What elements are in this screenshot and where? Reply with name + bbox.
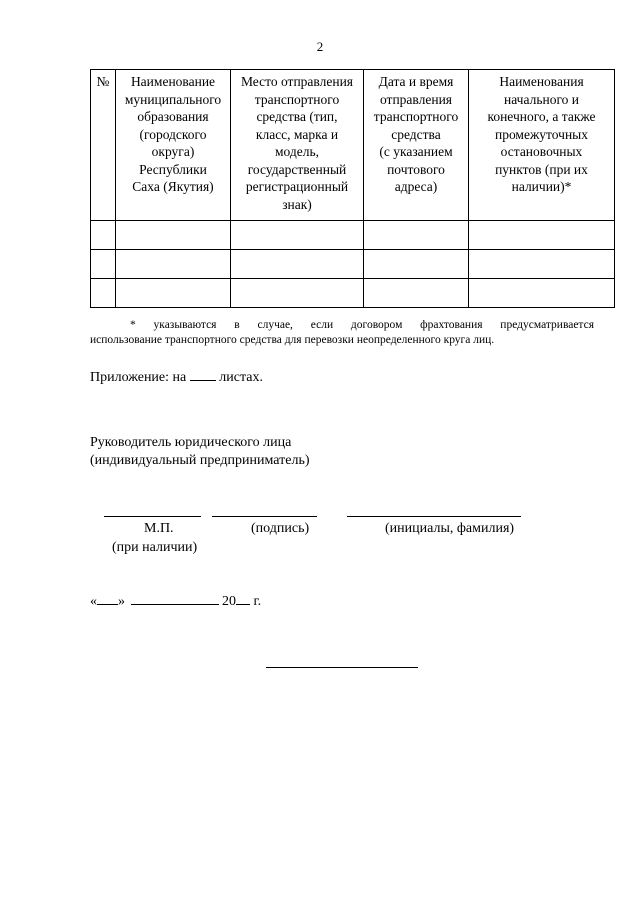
head-title bbox=[90, 434, 310, 470]
table-header-text: почтового bbox=[387, 161, 445, 177]
table-header-text: модель, bbox=[274, 144, 320, 159]
table-cell[interactable] bbox=[231, 279, 364, 308]
table-row bbox=[91, 221, 615, 250]
table-header-cell bbox=[116, 70, 231, 221]
page-number: 2 bbox=[316, 39, 324, 54]
table-header-text: транспортного bbox=[373, 109, 459, 124]
table-header-text: муниципального bbox=[124, 91, 222, 107]
table-cell[interactable] bbox=[231, 221, 364, 250]
table-header-cell bbox=[91, 70, 116, 221]
table-header-text: Дата и время bbox=[378, 74, 454, 89]
table-header-text: (городского bbox=[139, 126, 207, 142]
name-label: (инициалы, фамилия) bbox=[385, 521, 515, 536]
table-row bbox=[91, 250, 615, 279]
attachment-suffix: листах. bbox=[219, 370, 263, 385]
table-cell[interactable] bbox=[364, 250, 469, 279]
table-header-text: адреса) bbox=[394, 179, 438, 194]
stamp-note: (при наличии) bbox=[112, 540, 198, 555]
signature-line[interactable] bbox=[212, 516, 317, 517]
year-suffix: г. bbox=[253, 594, 262, 609]
date-open-quote: « bbox=[90, 594, 97, 609]
table-cell[interactable] bbox=[364, 221, 469, 250]
table-header-text: регистрационный bbox=[245, 179, 349, 194]
table-header-text: остановочных bbox=[500, 144, 583, 159]
table-header-text: средства bbox=[391, 126, 441, 142]
table-header-text: образования bbox=[137, 109, 209, 124]
month-blank[interactable] bbox=[131, 592, 219, 605]
table-header-row bbox=[91, 70, 615, 221]
table-header-text: округа) bbox=[151, 144, 195, 159]
table-header-cell bbox=[231, 70, 364, 221]
footnote-line-2: использование транспортного средства для перевозки неопределенного круга лиц. bbox=[90, 334, 495, 346]
footnote-line-1: * указываются в случае, если договором фрахтования предусматривается bbox=[130, 319, 594, 331]
transport-form-table bbox=[90, 69, 615, 308]
table-header-text: государственный bbox=[247, 161, 347, 177]
table-header-text: пунктов (при их bbox=[495, 161, 588, 177]
attachment-prefix: Приложение: на bbox=[90, 370, 187, 385]
date-close-quote: » bbox=[118, 594, 125, 609]
year-blank[interactable] bbox=[236, 592, 250, 605]
table-header-text: промежуточных bbox=[494, 126, 589, 142]
table-header-text: отправления bbox=[379, 91, 453, 107]
signature-label: (подпись) bbox=[251, 521, 310, 536]
head-title-line-1: Руководитель юридического лица bbox=[90, 435, 292, 450]
table-row bbox=[91, 279, 615, 308]
table-header-text: Наименования bbox=[499, 74, 584, 89]
table-header-cell bbox=[469, 70, 615, 221]
year-prefix: 20 bbox=[222, 594, 236, 609]
stamp-line[interactable] bbox=[104, 516, 201, 517]
head-title-line-2: (индивидуальный предприниматель) bbox=[90, 453, 310, 468]
bottom-line[interactable] bbox=[266, 667, 418, 668]
table-cell[interactable] bbox=[91, 221, 116, 250]
table-cell[interactable] bbox=[116, 250, 231, 279]
table-header-cell bbox=[364, 70, 469, 221]
table-cell[interactable] bbox=[116, 221, 231, 250]
day-blank[interactable] bbox=[97, 592, 118, 605]
table-header-text: класс, марка и bbox=[255, 126, 339, 142]
sheets-count-blank[interactable] bbox=[190, 368, 216, 381]
table-header-text: Место отправления bbox=[240, 74, 353, 89]
table-cell[interactable] bbox=[469, 279, 615, 308]
table-cell[interactable] bbox=[116, 279, 231, 308]
table-cell[interactable] bbox=[469, 221, 615, 250]
table-header-text: № bbox=[96, 74, 110, 89]
table-header-text: Наименование bbox=[130, 74, 216, 89]
name-line[interactable] bbox=[347, 516, 521, 517]
table-header-text: (с указанием bbox=[379, 144, 453, 159]
table-cell[interactable] bbox=[231, 250, 364, 279]
footnote bbox=[90, 318, 594, 348]
table-header-text: знак) bbox=[282, 196, 312, 212]
table-header-text: начального и bbox=[504, 91, 579, 107]
table-header-text: конечного, а также bbox=[487, 109, 596, 124]
table-cell[interactable] bbox=[469, 250, 615, 279]
table-header-text: транспортного bbox=[254, 91, 340, 107]
table-header-text: Саха (Якутия) bbox=[132, 179, 214, 194]
table-body bbox=[91, 221, 615, 308]
table-header-text: наличии)* bbox=[511, 179, 572, 194]
stamp-label: М.П. bbox=[144, 521, 174, 536]
table-header-text: средства (тип, bbox=[256, 109, 338, 124]
table-cell[interactable] bbox=[91, 279, 116, 308]
attachment-line bbox=[90, 368, 263, 386]
date-line bbox=[90, 592, 261, 610]
table-header-text: Республики bbox=[139, 161, 207, 177]
table-cell[interactable] bbox=[364, 279, 469, 308]
table-cell[interactable] bbox=[91, 250, 116, 279]
